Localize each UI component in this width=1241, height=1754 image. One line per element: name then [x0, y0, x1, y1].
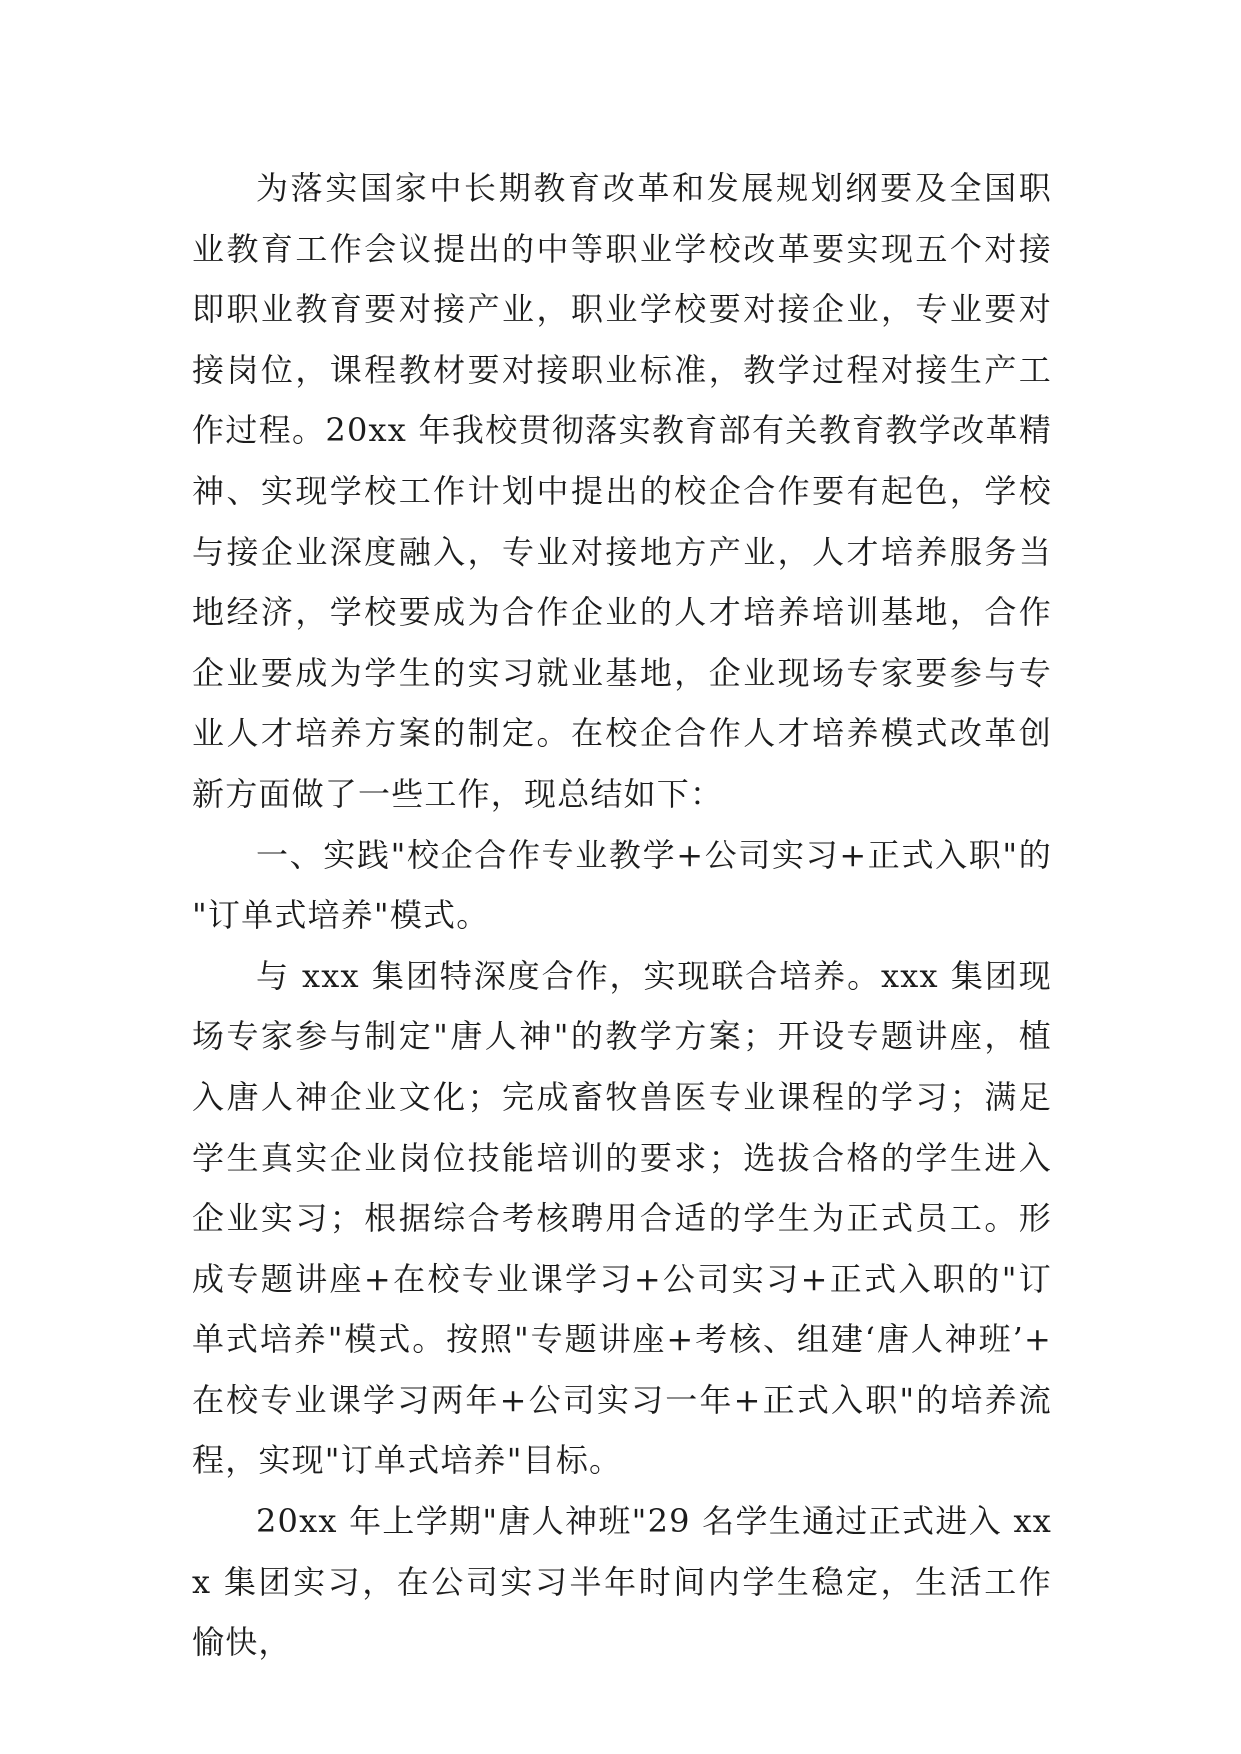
section-heading-1: 一、实践"校企合作专业教学+公司实习+正式入职"的"订单式培养"模式。: [192, 835, 1052, 935]
paragraph-intro: 为落实国家中长期教育改革和发展规划纲要及全国职业教育工作会议提出的中等职业学校改革要实现五个对接即职业教育要对接产业，职业学校要对接企业，专业要对接岗位，课程教材要对接职业标准，教学过程对接生产工作过程。20xx 年我校贯彻落实教育部有关教育教学改革精神、实现学校工作计划中提出的校企合作要有起色，学校与接企业深度融入，专业对接地方产业，人才培养服务当地经济，学校要成为合作企业的人才培养培训基地，合作企业要成为学生的实习就业基地，企业现场专家要参与专业人才培养方案的制定。在校企合作人才培养模式改革创新方面做了一些工作，现总结如下：: [192, 169, 1052, 813]
document-body: [192, 158, 1052, 1673]
paragraph-internship: 20xx 年上学期"唐人神班"29 名学生通过正式进入 xxx 集团实习，在公司实习半年时间内学生稳定，生活工作愉快，: [192, 1502, 1052, 1662]
paragraph-cooperation: 与 xxx 集团特深度合作，实现联合培养。xxx 集团现场专家参与制定"唐人神"的教学方案；开设专题讲座，植入唐人神企业文化；完成畜牧兽医专业课程的学习；满足学生真实企业岗位技能培训的要求；选拔合格的学生进入企业实习；根据综合考核聘用合适的学生为正式员工。形成专题讲座+在校专业课学习+公司实习+正式入职的"订单式培养"模式。按照"专题讲座+考核、组建‘唐人神班’+在校专业课学习两年+公司实习一年+正式入职"的培养流程，实现"订单式培养"目标。: [192, 956, 1052, 1480]
